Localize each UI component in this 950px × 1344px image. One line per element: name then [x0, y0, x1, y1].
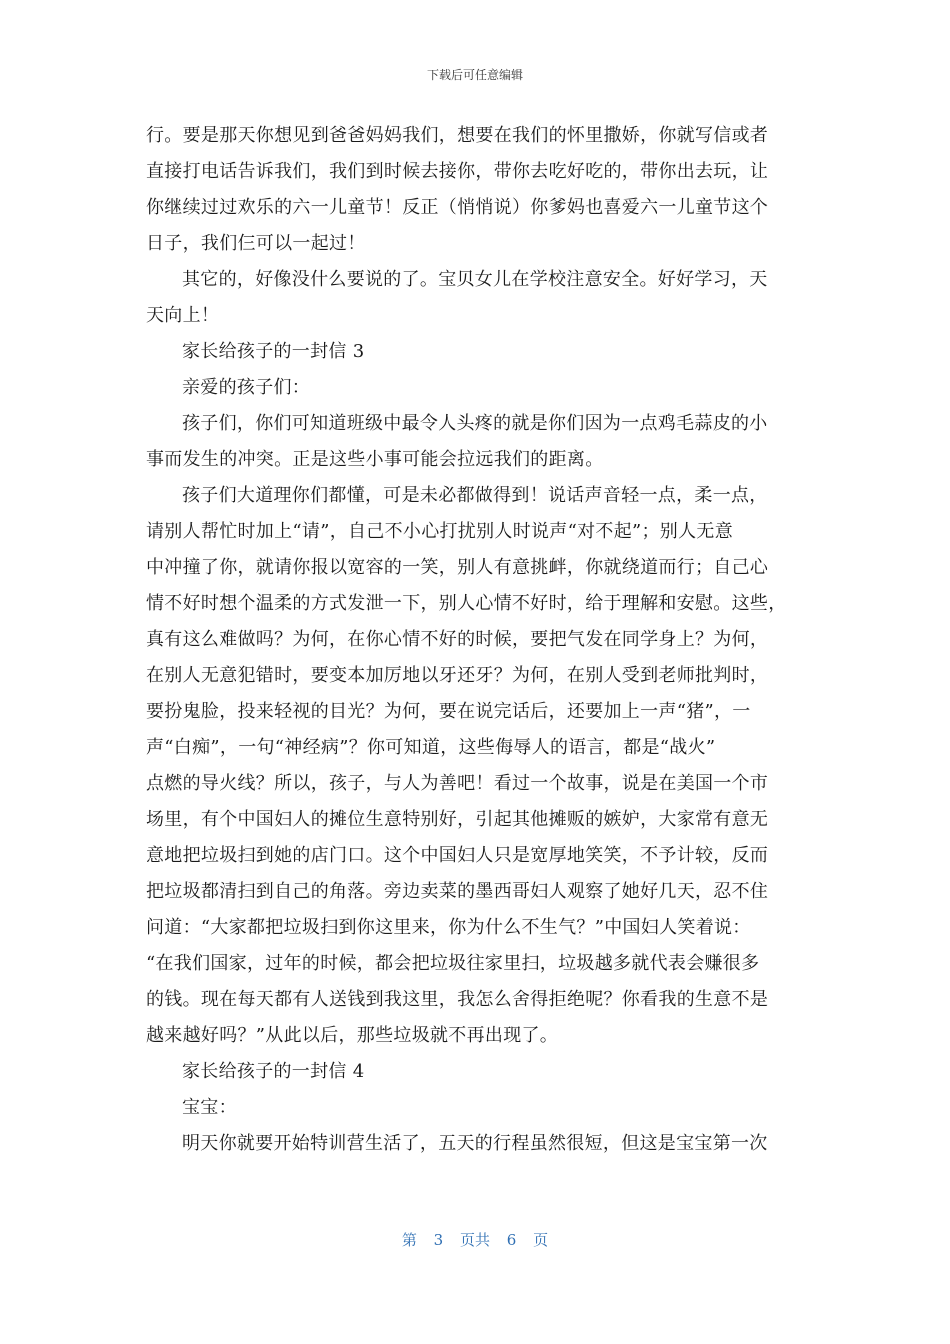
text-line: 天向上！: [146, 305, 220, 326]
text-line: 直接打电话告诉我们，我们到时候去接你，带你去吃好吃的，带你出去玩，让: [146, 161, 769, 182]
text-line: 中冲撞了你，就请你报以宽容的一笑，别人有意挑衅，你就绕道而行；自己心: [146, 557, 769, 578]
text-line: “在我们国家，过年的时候，都会把垃圾往家里扫，垃圾越多就代表会赚很多: [146, 953, 760, 974]
document-body: [146, 118, 806, 1162]
text-line: 你继续过过欢乐的六一儿童节！反正（悄悄说）你爹妈也喜爱六一儿童节这个: [146, 197, 769, 218]
section-heading: 家长给孩子的一封信 4: [182, 1061, 365, 1082]
text-line: 把垃圾都清扫到自己的角落。旁边卖菜的墨西哥妇人观察了她好几天，忍不住: [146, 881, 769, 902]
text-line: 场里，有个中国妇人的摊位生意特别好，引起其他摊贩的嫉妒，大家常有意无: [146, 809, 769, 830]
text-line: 越来越好吗？”从此以后，那些垃圾就不再出现了。: [146, 1025, 559, 1046]
text-line: 行。要是那天你想见到爸爸妈妈我们，想要在我们的怀里撒娇，你就写信或者: [146, 125, 769, 146]
text-line: 日子，我们仨可以一起过！: [146, 233, 366, 254]
text-line: 孩子们，你们可知道班级中最令人头疼的就是你们因为一点鸡毛蒜皮的小: [182, 413, 768, 434]
salutation: 宝宝：: [182, 1097, 237, 1118]
text-line: 明天你就要开始特训营生活了，五天的行程虽然很短，但这是宝宝第一次: [182, 1133, 768, 1154]
section-heading: 家长给孩子的一封信 3: [182, 341, 365, 362]
page-header: 下载后可任意编辑: [426, 68, 523, 82]
text-line: 在别人无意犯错时，要变本加厉地以牙还牙？为何，在别人受到老师批判时，: [146, 665, 769, 686]
text-line: 问道：“大家都把垃圾扫到你这里来，你为什么不生气？”中国妇人笑着说：: [146, 917, 751, 938]
page-footer: 第 3 页共 6 页: [401, 1231, 549, 1249]
text-line: 情不好时想个温柔的方式发泄一下，别人心情不好时，给于理解和安慰。这些，: [146, 593, 787, 614]
salutation: 亲爱的孩子们：: [182, 377, 311, 398]
text-line: 真有这么难做吗？为何，在你心情不好的时候，要把气发在同学身上？为何，: [146, 629, 769, 650]
text-line: 点燃的导火线？所以，孩子，与人为善吧！看过一个故事，说是在美国一个市: [146, 773, 769, 794]
text-line: 请别人帮忙时加上“请”，自己不小心打扰别人时说声“对不起”；别人无意: [146, 521, 734, 542]
text-line: 其它的，好像没什么要说的了。宝贝女儿在学校注意安全。好好学习，天: [182, 269, 768, 290]
text-line: 意地把垃圾扫到她的店门口。这个中国妇人只是宽厚地笑笑，不予计较，反而: [146, 845, 769, 866]
text-line: 孩子们大道理你们都懂，可是未必都做得到！说话声音轻一点，柔一点，: [182, 485, 768, 506]
text-line: 事而发生的冲突。正是这些小事可能会拉远我们的距离。: [146, 449, 604, 470]
text-line: 要扮鬼脸，投来轻视的目光？为何，要在说完话后，还要加上一声“猪”，一: [146, 701, 751, 722]
text-line: 的钱。现在每天都有人送钱到我这里，我怎么舍得拒绝呢？你看我的生意不是: [146, 989, 769, 1010]
text-line: 声“白痴”，一句“神经病”？你可知道，这些侮辱人的语言，都是“战火”: [146, 737, 716, 758]
